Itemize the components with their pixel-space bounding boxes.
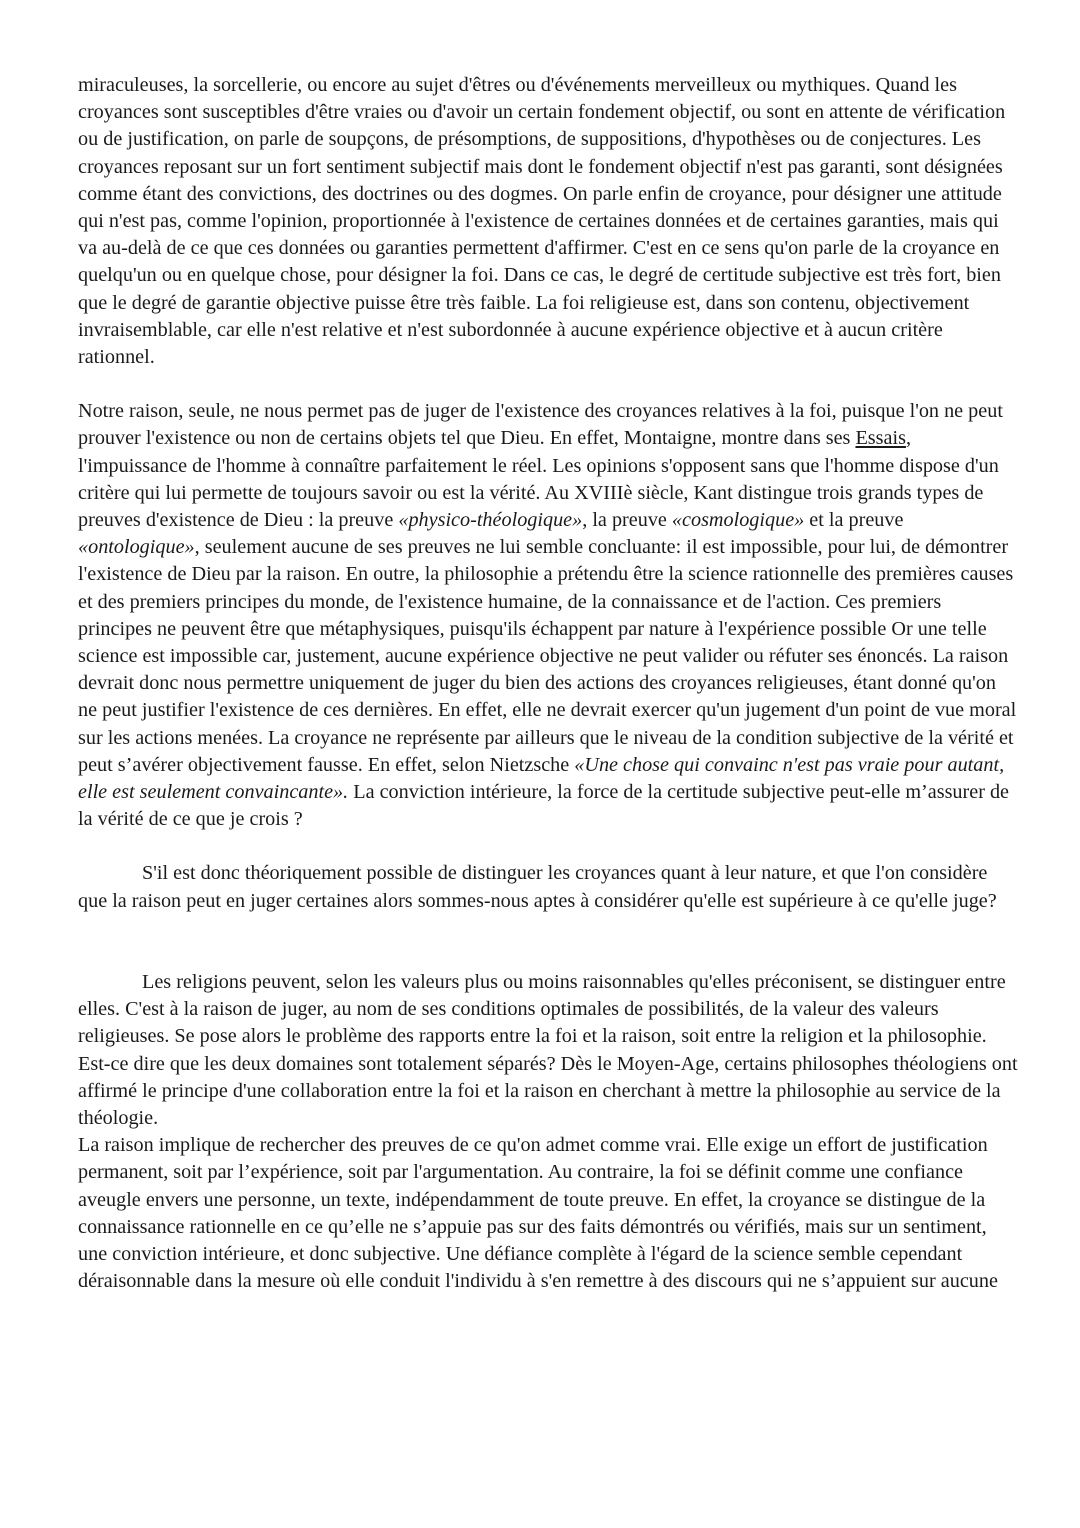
paragraph-5-text: La raison implique de rechercher des preuves de ce qu'on admet comme vrai. Elle exige un effort de justification permanent, soit par l’expérience, soit par l'argumentation. Au contraire, la foi se définit comme une confiance aveugle envers une personne, un texte, indépendamment de toute preuve. En effet, la croyance se distingue de la connaissance rationnelle en ce qu’elle ne s’appuie pas sur des faits démontrés ou vérifiés, mais sur un sentiment, une conviction intérieure, et donc subjective. Une défiance complète à l'égard de la science semble cependant déraisonnable dans la mesure où elle conduit l'individu à s'en remettre à des discours qui ne s’appuient sur aucune — [78, 1134, 998, 1293]
paragraph-2-text-f: La conviction intérieure, la force de la certitude subjective peut-elle m’assurer de la vérité de ce que je crois ? — [78, 781, 1010, 831]
paragraph-3 — [78, 860, 1018, 914]
paragraph-2-text-e: , seulement aucune de ses preuves ne lui semble concluante: il est impossible, pour lui, de démontrer l'existence de Dieu par la raison. En outre, la philosophie a prétendu être la science rationnelle des premières causes et des premiers principes du monde, de l'existence humaine, de la connaissance et de l'action. Ces premiers principes ne peuvent être que métaphysiques, puisqu'ils échappent par nature à l'expérience possible Or une telle science est impossible car, justement, aucune expérience objective ne peut valider ou réfuter ses énoncés. La raison devrait donc nous permettre uniquement de juger du bien des actions des croyances religieuses, étant donné qu'on ne peut justifier l'existence de ces dernières. En effet, elle ne devrait exercer qu'un jugement d'un point de vue moral sur les actions menées. La croyance ne représente par ailleurs que le niveau de la condition subjective de la vérité et peut s’avérer objectivement fausse. En effet, selon Nietzsche — [78, 536, 1017, 776]
paragraph-4-text: Les religions peuvent, selon les valeurs plus ou moins raisonnables qu'elles préconisent, se distinguer entre elles. C'est à la raison de juger, au nom de ses conditions optimales de possibilités, de la valeur des valeurs religieuses. Se pose alors le problème des rapports entre la foi et la raison, soit entre la religion et la philosophie. Est-ce dire que les deux domaines sont totalement séparés? Dès le Moyen-Age, certains philosophes théologiens ont affirmé le principe d'une collaboration entre la foi et la raison en cherchant à mettre la philosophie au service de la théologie. — [78, 970, 1018, 1129]
paragraph-2-text-a: Notre raison, seule, ne nous permet pas de juger de l'existence des croyances relatives à la foi, puisque l'on ne peut prouver l'existence ou non de certains objets tel que Dieu. En effet, Montaigne, montre dans ses — [78, 400, 1003, 450]
book-title-essais: Essais — [855, 427, 906, 450]
paragraph-2-text-d: et la preuve — [804, 509, 904, 532]
document-page — [78, 72, 1018, 1295]
paragraph-2 — [78, 398, 1018, 833]
paragraph-spacer — [78, 833, 1018, 860]
term-ontologique: «ontologique» — [78, 536, 195, 559]
paragraph-1 — [78, 72, 1018, 371]
nietzsche-quote: «Une chose qui convainc n'est pas vraie pour autant, elle est seulement convaincante». — [78, 753, 1005, 804]
paragraph-spacer-large — [78, 915, 1018, 969]
paragraph-5 — [78, 1132, 1018, 1295]
paragraph-1-text: miraculeuses, la sorcellerie, ou encore au sujet d'êtres ou d'événements merveilleux ou mythiques. Quand les croyances sont susceptibles d'être vraies ou d'avoir un certain fondement objectif, ou sont en attente de vérification ou de justification, on parle de soupçons, de présomptions, de suppositions, d'hypothèses ou de conjectures. Les croyances reposant sur un fort sentiment subjectif mais dont le fondement objectif n'est pas garanti, sont désignées comme étant des convictions, des doctrines ou des dogmes. On parle enfin de croyance, pour désigner une attitude qui n'est pas, comme l'opinion, proportionnée à l'existence de certaines données et de certaines garanties, mais qui va au-delà de ce que ces données ou garanties permettent d'affirmer. C'est en ce sens qu'on parle de la croyance en quelqu'un ou en quelque chose, pour désigner la foi. Dans ce cas, le degré de certitude subjective est très fort, bien que le degré de garantie objective puisse être très faible. La foi religieuse est, dans son contenu, objectivement invraisemblable, car elle n'est relative et n'est subordonnée à aucune expérience objective et à aucun critère rationnel. — [78, 74, 1006, 369]
paragraph-spacer — [78, 371, 1018, 398]
term-cosmologique: «cosmologique» — [671, 509, 805, 532]
term-physico-theologique: «physico-théologique» — [398, 509, 583, 532]
paragraph-2-text-c: , la preuve — [582, 509, 672, 532]
paragraph-3-text: S'il est donc théoriquement possible de distinguer les croyances quant à leur nature, et que l'on considère que la raison peut en juger certaines alors sommes-nous aptes à considérer qu'elle est supérieure à ce qu'elle juge? — [78, 862, 997, 912]
paragraph-2-text-b: , l'impuissance de l'homme à connaître parfaitement le réel. Les opinions s'opposent sans que l'homme dispose d'un critère qui lui permette de toujours savoir ou est la vérité. Au XVIIIè siècle, Kant distingue trois grands types de preuves d'existence de Dieu : la preuve — [78, 427, 999, 532]
paragraph-4 — [78, 969, 1018, 1132]
